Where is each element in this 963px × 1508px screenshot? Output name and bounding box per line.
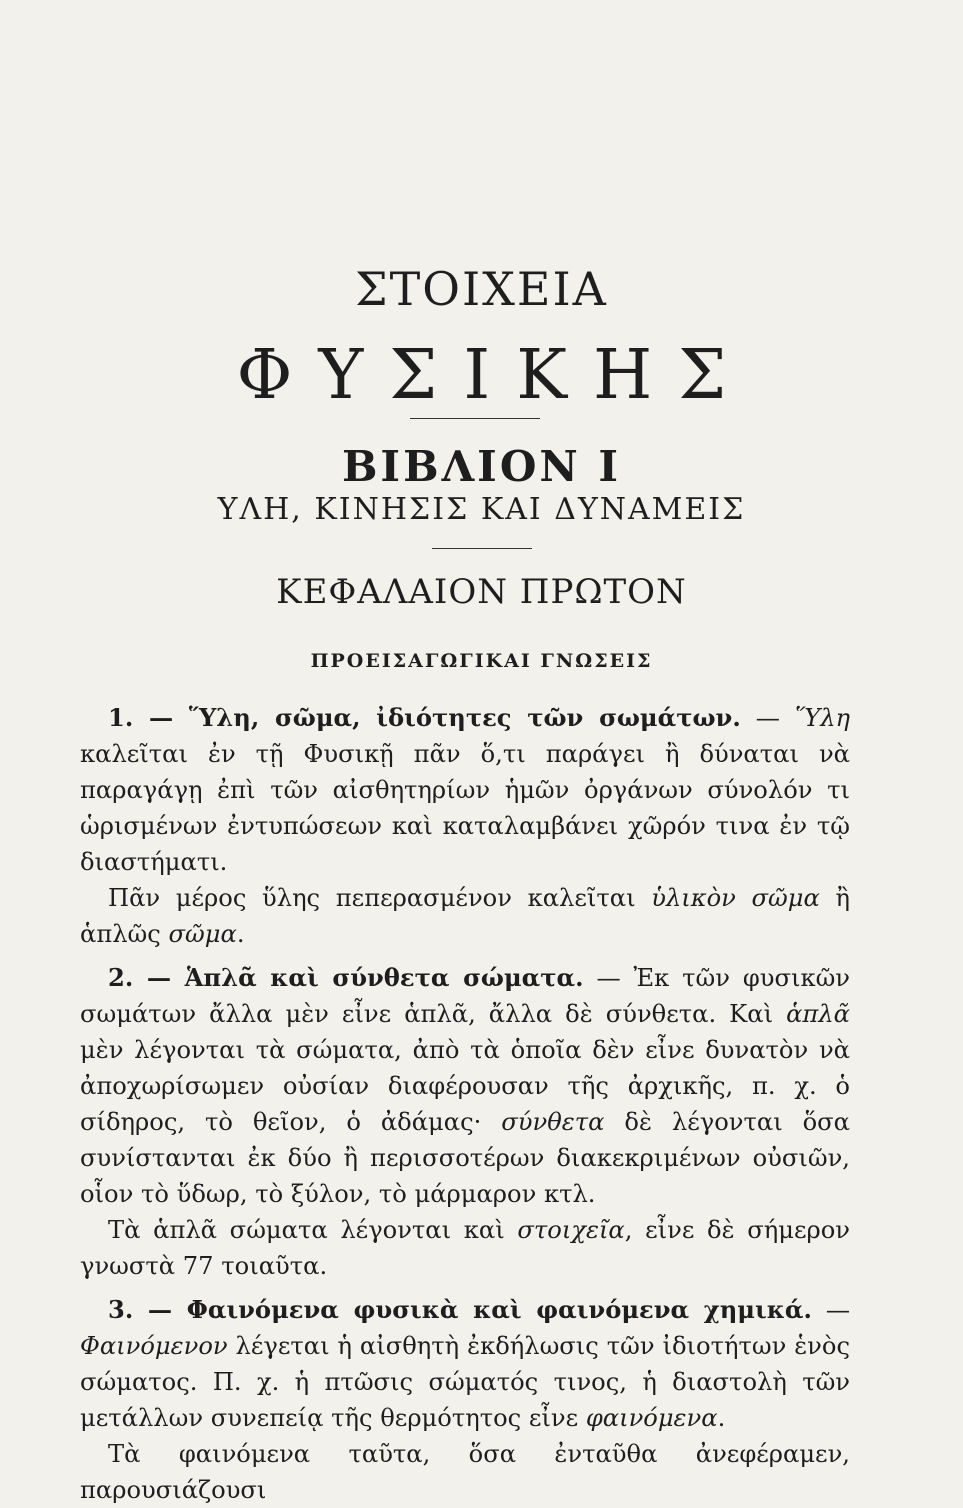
term: ἁπλᾶ: [786, 1000, 850, 1028]
paragraph-text: —: [811, 1296, 851, 1324]
paragraph-2: [80, 960, 850, 1212]
paragraph-heading: Φαινόμενα φυσικὰ καὶ φαινόμενα χημικά.: [186, 1295, 812, 1324]
term: σῶμα: [168, 920, 237, 948]
title-main: ΦΥΣΙΚΗΣ: [236, 336, 753, 415]
paragraph-number: 3. —: [108, 1295, 187, 1324]
paragraph-number: 2. —: [108, 963, 185, 992]
book-subject: ΥΛΗ, ΚΙΝΗΣΙΣ ΚΑΙ ΔΥΝΑΜΕΙΣ: [217, 492, 746, 527]
paragraph-text: Τὰ φαινόμενα ταῦτα, ὅσα ἐνταῦθα ἀνεφέραμεν, παρουσιάζουσι: [80, 1440, 850, 1504]
paragraph-text: μὲν λέγονται τὰ σώματα, ἀπὸ τὰ ὁποῖα δὲν εἶνε δυνατὸν νὰ ἀποχωρίσωμεν οὐσίαν διαφέρουσαν τῆς ἀρχικῆς, π. χ. ὁ σίδηρος, τὸ θεῖον, ὁ ἀδάμας·: [80, 1036, 850, 1136]
term: Ὕλη: [794, 704, 851, 732]
term: στοιχεῖα: [517, 1216, 625, 1244]
title-top: ΣΤΟΙΧΕΙΑ: [355, 262, 608, 316]
title-divider: [410, 418, 540, 419]
body-text: [80, 700, 850, 1508]
term: σύνθετα: [501, 1108, 605, 1136]
paragraph-text: , εἶνε δὲ σήμερον γνωστὰ 77 τοιαῦτα.: [80, 1216, 850, 1280]
paragraph-text: .: [236, 920, 245, 948]
paragraph-text: —: [740, 704, 795, 732]
paragraph-text: λέγεται ἡ αἰσθητὴ ἐκδήλωσις τῶν ἰδιοτήτων ἑνὸς σώματος. Π. χ. ἡ πτῶσις σώματός τινος, ἡ διαστολὴ τῶν μετάλλων συνεπείᾳ τῆς θερμότητος εἶνε: [80, 1332, 850, 1432]
paragraph-heading: Ὕλη, σῶμα, ἰδιότητες τῶν σωμάτων.: [188, 703, 741, 732]
paragraph-text: Τὰ ἁπλᾶ σώματα λέγονται καὶ: [108, 1216, 518, 1244]
term: Φαινόμενον: [80, 1332, 228, 1360]
paragraph-text: καλεῖται ἐν τῇ Φυσικῇ πᾶν ὅ,τι παράγει ἢ δύναται νὰ παραγάγῃ ἐπὶ τῶν αἰσθητηρίων ἡμῶν ὀργάνων σύνολόν τι ὡρισμένων ἐντυπώσεων καὶ καταλαμβάνει χῶρόν τινα ἐν τῷ διαστήματι.: [80, 740, 850, 876]
paragraph-heading: Ἁπλᾶ καὶ σύνθετα σώματα.: [184, 963, 584, 992]
paragraph-1: [80, 700, 850, 880]
paragraph-text: ἢ ἁπλῶς: [80, 884, 850, 948]
term: ὑλικὸν σῶμα: [651, 884, 820, 912]
subject-divider: [432, 548, 532, 549]
paragraph-1b: [80, 880, 850, 952]
paragraph-2b: [80, 1212, 850, 1284]
book-heading: ΒΙΒΛΙΟΝ Ι: [341, 442, 622, 491]
paragraph-number: 1. —: [108, 703, 189, 732]
paragraph-3: [80, 1292, 850, 1436]
paragraph-text: — Ἐκ τῶν φυσικῶν σωμάτων ἄλλα μὲν εἶνε ἁπλᾶ, ἄλλα δὲ σύνθετα. Καὶ: [80, 964, 850, 1028]
paragraph-text: δὲ λέγονται ὅσα συνίστανται ἐκ δύο ἢ περισσοτέρων διακεκριμένων οὐσιῶν, οἷον τὸ ὕδωρ, τὸ ξύλον, τὸ μάρμαρον κτλ.: [80, 1108, 851, 1208]
paragraph-3b: [80, 1436, 850, 1508]
term: φαινόμενα: [585, 1404, 718, 1432]
paragraph-text: .: [717, 1404, 726, 1432]
section-heading: ΠΡΟΕΙΣΑΓΩΓΙΚΑΙ ΓΝΩΣΕΙΣ: [310, 650, 653, 672]
paragraph-text: Πᾶν μέρος ὕλης πεπερασμένον καλεῖται: [108, 884, 652, 912]
chapter-heading: ΚΕΦΑΛΑΙΟΝ ΠΡΩΤΟΝ: [276, 572, 687, 612]
